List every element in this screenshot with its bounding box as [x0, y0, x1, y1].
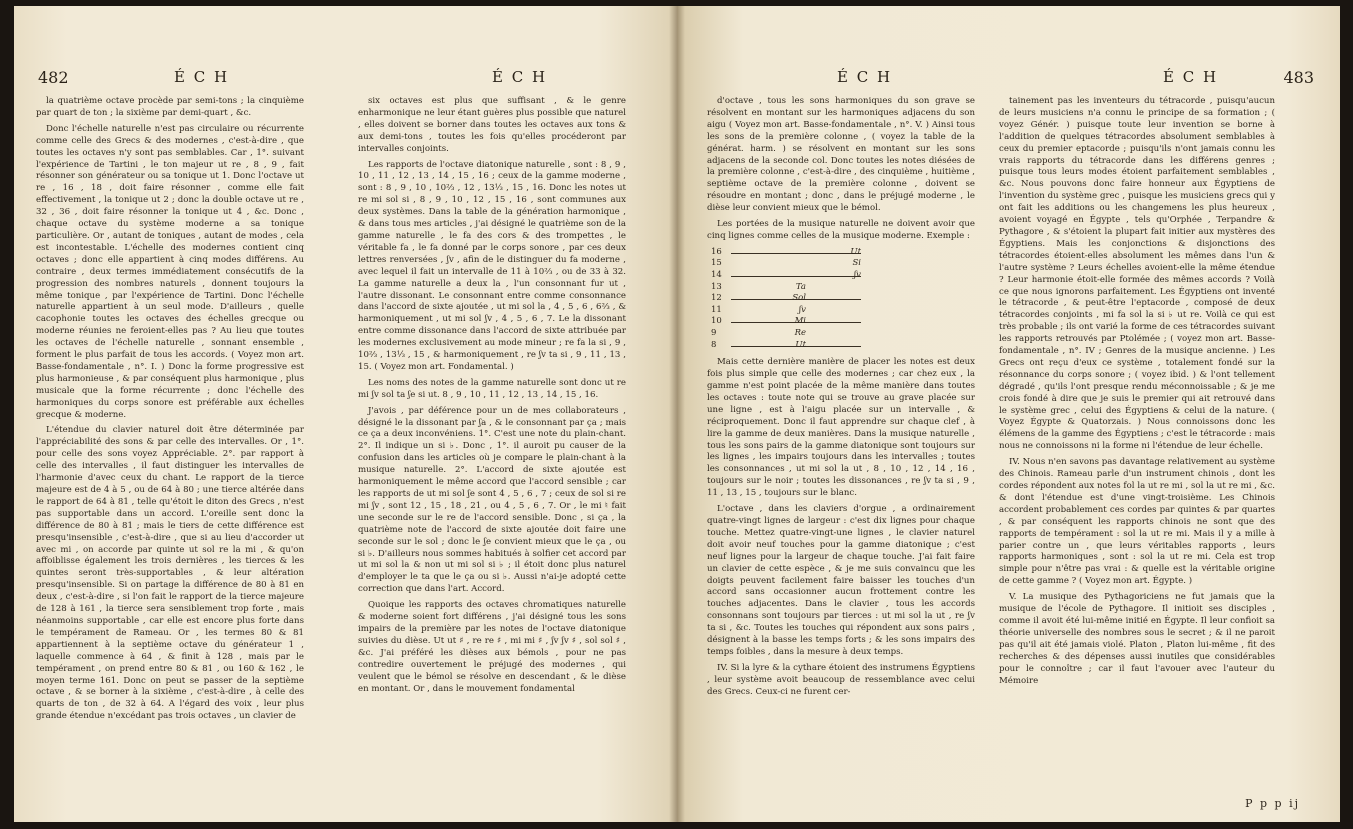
paragraph: IV. Nous n'en savons pas davantage relativement au système des Chinois. Rameau parle d'un instrument chinois , dont les cordes répondent aux notes fol la ut re mi , sol la ut re mi , &c. & dont l'étendue est d'une vingt-troisième. Les Chinois accordent probablement ces cordes par quintes & par quartes , & par conséquent les rapports chinois ne sont que des rapports de tempérament : sol la ut re mi. Mais il y a mille à parier contre un , que leurs véritables rapports , leurs rapports harmoniques , sont : sol la ut re mi. Cela est trop simple pour n'être pas vrai : & quelle est la véritable origine de cette gamme ? ( Voyez mon art. Égypte. ) [999, 457, 1275, 587]
staff-row: 14 ʃv [711, 270, 861, 281]
paragraph: six octaves est plus que suffisant , & le genre enharmonique ne leur étant guères plus possible que naturel , elles doivent se borner dans toutes les octaves aux tons & aux demi-tons , toutes les fois qu'elles procéderont par intervalles conjoints. [358, 96, 626, 154]
paragraph: d'octave , tous les sons harmoniques du son grave se résolvent en montant sur les harmoniques adjacens du son aigu ( Voyez mon art. Basse-fondamentale , n°. V. ) Ainsi tous les sons de la première colonne , ( voyez la table de la générat. harm. ) se résolvent en montant sur les sons adjacens de la seconde col. Donc toutes les notes diésées de la première colonne , c'est-à-dire , des cinquième , huitième , septième octave de la première colonne , doivent se résoudre en montant ; donc , dans le préjugé moderne , le dièse leur convient mieux que le bémol. [707, 96, 975, 214]
staff-row: 11 ʃv [711, 304, 806, 315]
paragraph: IV. Si la lyre & la cythare étoient des instrumens Égyptiens , leur système avoit beaucoup de ressemblance avec celui des Grecs. Ceux-ci ne furent cer- [707, 662, 975, 697]
staff-example [711, 247, 861, 351]
paragraph: Mais cette dernière manière de placer les notes est deux fois plus simple que celle des modernes ; car chez eux , la gamme n'est point placée de la même manière dans toutes les octaves : toute note qui se trouve au grave placée sur une ligne , est à l'aigu placée sur un intervalle , & réciproquement. Donc il faut apprendre sur chaque clef , à lire la gamme de deux manières. Dans la musique naturelle , tous les sons pairs de la gamme diatonique sont toujours sur les lignes , les impairs toujours dans les intervalles ; toutes les consonnances , ut mi sol la ut , 8 , 10 , 12 , 14 , 16 , toujours sur le noir ; toutes les dissonances , re ʃv ta si , 9 , 11 , 13 , 15 , toujours sur le blanc. [707, 357, 975, 499]
book-gutter [669, 6, 685, 822]
paragraph: Les portées de la musique naturelle ne doivent avoir que cinq lignes comme celles de la musique moderne. Exemple : [707, 219, 975, 241]
paragraph: Donc l'échelle naturelle n'est pas circulaire ou récurrente comme celle des Grecs & des modernes , c'est-à-dire , que toutes les octaves n'y sont pas semblables. Car , 1°. suivant l'expérience de Tartini , le ton majeur ut re , 8 , 9 , fait résonner son générateur ou sa tonique ut 1. Donc l'octave ut re , 16 , 18 , doit faire résonner , comme elle fait effectivement , la tonique ut 2 ; donc la double octave ut re , 32 , 36 , doit faire résonner la tonique ut 4 , &c. Donc , chaque octave du système moderne a sa tonique particulière. Or , autant de toniques , autant de modes , cela est incontestable. L'échelle des modernes contient cinq octaves ; donc elle appartient à cinq modes différens. Au contraire , deux termes immédiatement consécutifs de la progression des nombres naturels , donnent toujours la même tonique , par l'expérience de Tartini. Donc l'échelle naturelle appartient à un seul mode. D'ailleurs , quelle cacophonie toutes les octaves des échelles grecque ou moderne réunies ne feroient-elles pas ? Au lieu que toutes les octaves de l'échelle naturelle , sonnant ensemble , forment le plus parfait de tous les accords. ( Voyez mon art. Basse-fondamentale , n°. I. ) Donc la forme progressive est plus harmonieuse , & par conséquent plus harmonique , plus musicale que la forme récurrente ; donc l'échelle des harmoniques du corps sonore est préférable aux échelles grecque & moderne. [36, 123, 304, 420]
paragraph: L'octave , dans les claviers d'orgue , a ordinairement quatre-vingt lignes de largeur : c'est dix lignes pour chaque touche. Mettez quatre-vingt-une lignes , le clavier naturel doit avoir neuf touches pour la gamme diatonique ; c'est neuf lignes pour la largeur de chaque touche. J'ai fait faire un clavier de cette espèce , & je me suis convaincu que les doigts peuvent facilement faire baisser les touches d'un accord sans occasionner aucun frottement contre les touches adjacentes. Dans le clavier , tous les accords consonnans sont toujours par tierces : ut mi sol la ut , re ʃv ta si , &c. Toutes les touches qui répondent aux sons pairs , désignent à la basse les temps forts ; & les sons impairs des temps foibles , dans la mesure à deux temps. [707, 504, 975, 657]
staff-row: 12 Sol [711, 293, 861, 305]
signature-mark: P p p ij [1245, 797, 1300, 810]
left-column-1 [36, 96, 304, 796]
left-column-2 [358, 96, 626, 796]
page-number: 482 [38, 68, 69, 87]
paragraph: la quatrième octave procède par semi-tons ; la cinquième par quart de ton ; la sixième par demi-quart , &c. [36, 96, 304, 118]
running-head-left: É C H [174, 68, 230, 86]
staff-row: 9 Re [711, 328, 806, 339]
staff-row: 15 Si [711, 258, 861, 269]
running-head-left: É C H [837, 68, 893, 86]
book-spread [14, 6, 1340, 822]
right-page [677, 6, 1340, 822]
left-page-header [14, 68, 677, 92]
paragraph: Quoique les rapports des octaves chromatiques naturelle & moderne soient fort différens , j'ai désigné tous les sons impairs de la première par les notes de l'octave diatonique suivies du dièse. Ut ut ♯ , re re ♯ , mi mi ♯ , ʃv ʃv ♯ , sol sol ♯ , &c. J'ai préféré les dièses aux bémols , pour ne pas contredire ouvertement le préjugé des modernes , qui veulent que le bémol se résolve en descendant , & le dièse en montant. Or , dans le mouvement fondamental [358, 600, 626, 694]
staff-row: 8 Ut [711, 340, 861, 352]
paragraph: tainement pas les inventeurs du tétracorde , puisqu'aucun de leurs musiciens n'a connu le principe de sa formation ; ( voyez Génér. ) puisque toute leur invention se borne à l'addition de quelques tétracordes absolument semblables à ceux du premier eptacorde ; puisqu'ils n'ont jamais connu les vrais rapports du tétracorde dans les différens genres ; puisque tous leurs modes étoient parfaitement semblables , &c. Nous pouvons donc faire honneur aux Égyptiens de l'invention du système grec , puisque les musiciens grecs qui y ont fait les additions ou les changemens les plus heureux , avoient voyagé en Égypte , tels qu'Orphée , Terpandre & Pythagore , & s'étoient la plupart fait initier aux mystères des Égyptiens. Mais les conjonctions & disjonctions des tétracordes étoient-elles absolument les mêmes dans l'un & l'autre système ? Leurs échelles avoient-elle la même étendue ? Leur harmonie étoit-elle formée des mêmes accords ? Voilà ce que nous ignorons parfaitement. Les Égyptiens ont inventé le tétracorde , & peut-être l'eptacorde , composé de deux tétracordes conjoints , mi fa sol la si ♭ ut re. Voilà ce qui est très probable ; ils ont varié la forme de ces tétracordes suivant les rapports retrouvés par Ptolémée ; ( voyez mon art. Basse-fondamentale , n°. IV ; Genres de la musique ancienne. ) Les Grecs ont reçu d'eux ce système , totalement fondé sur la résonnance du corps sonore ; ( voyez ibid. ) & l'ont tellement dégradé , qu'ils l'ont presque rendu méconnoissable ; & je me crois fondé à dire que je suis le premier qui ait retrouvé dans le système grec , celui des Égyptiens & celui de la nature. ( Voyez Égypte & Quatorzais. ) Nous connoissons donc les élémens de la gamme des Égyptiens ; c'est le tétracorde : mais nous ne connoissons ni la forme ni l'étendue de leur échelle. [999, 96, 1275, 452]
left-page [14, 6, 677, 822]
paragraph: V. La musique des Pythagoriciens ne fut jamais que la musique de l'école de Pythagore. Il initioit ses disciples , comme il avoit été lui-même initié en Égypte. Il leur confioit sa théorie universelle des nombres sous le secret ; & il ne paroit pas qu'il ait été jamais violé. Platon , Platon lui-même , fit des recherches & des dépenses aussi inutiles que considérables pour le connoître ; car il faut l'avouer avec l'auteur du Mémoire [999, 592, 1275, 686]
paragraph: L'étendue du clavier naturel doit être déterminée par l'appréciabilité des sons & par celle des intervalles. Or , 1°. pour celle des sons voyez Appréciable. 2°. par rapport à celle des intervalles , il faut distinguer les intervalles de l'harmonie d'avec ceux du chant. Le rapport de la tierce majeure est de 4 à 5 , ou de 64 à 80 ; une tierce altérée dans le rapport de 64 à 81 , telle qu'étoit le diton des Grecs , n'est pas supportable dans un accord. L'oreille sent donc la différence de 80 à 81 ; mais le tiers de cette différence est presqu'insensible , c'est-à-dire , que si au lieu d'accorder ut avec mi , on accorde par quinte ut sol re la mi , & qu'on affoiblisse également les trois dernières , les tierces & les quintes seront très-supportables , & leur altération presqu'insensible. Si on partage la différence de 80 à 81 en deux , c'est-à-dire , si l'on fait le rapport de la tierce majeure de 128 à 161 , la tierce sera sensiblement trop forte , mais néanmoins supportable , car elle est encore plus forte dans le tempérament de Rameau. Or , les termes 80 & 81 appartiennent à la septième octave du générateur 1 , laquelle commence à 64 , & finit à 128 , mais par le tempérament , on prend entre 80 & 81 , ou 160 & 162 , le moyen terme 161. Donc on peut se passer de la septième octave , & se borner à la sixième , c'est-à-dire , à celle des quarts de ton , de 32 à 64. A l'égard des voix , leur plus grande étendue n'excédant pas trois octaves , un clavier de [36, 425, 304, 722]
staff-row: 13 Ta [711, 281, 806, 292]
right-column-2 [999, 96, 1275, 796]
paragraph: J'avois , par déférence pour un de mes collaborateurs , désigné le la dissonant par ʃa , & le consonnant par ça ; mais ce ça a deux inconvéniens. 1°. C'est une note du plain-chant. 2°. Il indique un si ♭. Donc , 1°. il auroit pu causer de la confusion dans les articles où je compare le plain-chant à la musique naturelle. 2°. L'accord de sixte ajoutée est harmoniquement le même accord que l'accord sensible ; car les rapports de ut mi sol ʃe sont 4 , 5 , 6 , 7 ; ceux de sol si re mi ʃv , sont 12 , 15 , 18 , 21 , ou 4 , 5 , 6 , 7. Or , le mi ♮ fait une seconde sur le re de l'accord sensible. Donc , si ça , la quatrième note de l'accord de sixte ajoutée doit faire une seconde sur le sol ; donc le ʃe convient mieux que le ça , ou si ♭. D'ailleurs nous sommes habitués à solfier cet accord par ut mi sol la & non ut mi sol si ♭ ; il étoit donc plus naturel d'employer le ta que le ça ou si ♭. Aussi n'ai-je adopté cette correction que dans l'art. Accord. [358, 405, 626, 595]
right-page-header [677, 68, 1340, 92]
paragraph: Les rapports de l'octave diatonique naturelle , sont : 8 , 9 , 10 , 11 , 12 , 13 , 14 , 15 , 16 ; ceux de la gamme moderne , sont : 8 , 9 , 10 , 10⅔ , 12 , 13⅓ , 15 , 16. Donc les notes ut re mi sol si , 8 , 9 , 10 , 12 , 15 , 16 , sont communes aux deux systèmes. Dans la table de la génération harmonique , & dans tous mes articles , j'ai désigné le quatrième son de la gamme naturelle , le fa des cors & des trompettes , le véritable fa , le fa donné par le corps sonore , par ces deux lettres renversées , ʃv , afin de le distinguer du fa moderne , avec lequel il fait un intervalle de 11 à 10⅔ , ou de 33 à 32. La gamme naturelle a deux la , l'un consonnant fur ut , l'autre dissonant. Le consonnant entre comme consonnance dans l'accord de sixte ajoutée , ut mi sol la , 4 , 5 , 6 , 6⅔ , & harmoniquement , ut mi sol ʃv , 4 , 5 , 6 , 7. Le la dissonant entre comme dissonance dans l'accord de sixte attribuée par les modernes exclusivement au mode mineur ; re fa la si , 9 , 10⅔ , 13⅓ , 15 , & harmoniquement , re ʃv ta si , 9 , 11 , 13 , 15. ( Voyez mon art. Fondamental. ) [358, 159, 626, 372]
staff-row: 16 Ut [711, 246, 861, 257]
page-number: 483 [1283, 68, 1314, 87]
running-head-right: É C H [492, 68, 548, 86]
right-column-1 [707, 96, 975, 796]
staff-row: 10 Mi [711, 316, 861, 328]
running-head-right: É C H [1163, 68, 1219, 86]
paragraph: Les noms des notes de la gamme naturelle sont donc ut re mi ʃv sol ta ʃe si ut. 8 , 9 , 10 , 11 , 12 , 13 , 14 , 15 , 16. [358, 377, 626, 400]
